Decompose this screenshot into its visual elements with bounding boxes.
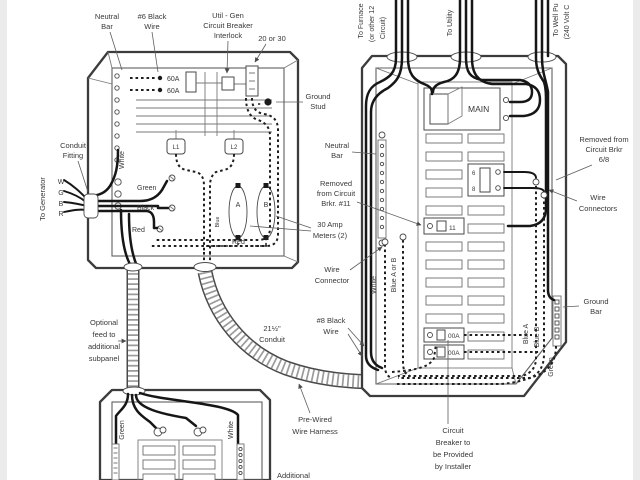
svg-text:Circuit): Circuit) [380,16,387,40]
svg-text:Conduit: Conduit [259,335,285,344]
blue-a-label: Blue A [523,323,530,345]
main-label: MAIN [468,104,490,114]
to-utility-label: To Utility [447,9,454,37]
lp-neutral-bar-label: Neutral [94,12,120,21]
svg-text:Meters (2): Meters (2) [312,231,348,240]
l1-label: L1 [172,145,180,151]
green-wire-label: Green [137,185,157,192]
wire-connector-label: Wire [324,265,340,274]
ground-bar [553,296,561,346]
svg-text:Fitting: Fitting [62,151,84,160]
svg-text:Wire: Wire [144,22,160,31]
rp-white-label: White [371,276,378,294]
harness-clamp [194,263,216,272]
red-wire-label: Red [132,227,145,234]
breaker-00a-1-label: 00A [448,333,460,340]
wire-letter-r: R [58,211,64,218]
black-wire-label: Black [137,205,155,212]
optional-feed-label: Optional [90,318,118,327]
red-wire-label-2: Red [232,239,245,246]
l2-label: L2 [230,145,238,151]
wire-letter-g: G [58,190,64,197]
breaker-60a-2-label: 60A [167,88,180,95]
svg-text:from Circuit: from Circuit [316,189,356,198]
flexible-conduit-21in [205,272,386,382]
breaker-11 [424,218,464,234]
8-black-wire-label: #8 Black [316,316,346,325]
rp-green-label: Green [548,357,555,377]
svg-text:Brkr. #11: Brkr. #11 [321,199,351,208]
conduit-fitting [84,194,98,218]
lp-6-black-wire-label: #6 Black [137,12,167,21]
installer-breaker-label: Circuit [442,426,464,435]
meter-a-label: A [235,202,241,209]
harness-label: Pre-Wired [298,415,332,424]
svg-text:(or other 12: (or other 12 [369,5,376,43]
ground-bar-label: Ground [583,297,609,306]
feed-clamp [124,263,142,271]
subpanel [100,387,270,480]
svg-text:Bar: Bar [331,151,343,160]
svg-text:feed to: feed to [92,330,116,339]
blue-b-label: Blue B [534,326,541,348]
lp-20-or-30-label: 20 or 30 [258,34,286,43]
svg-text:6/8: 6/8 [598,155,610,164]
meter-b-label: B [263,202,269,209]
subpanel-green-label: Green [119,420,126,440]
svg-text:by Installer: by Installer [434,462,472,471]
to-furnace-label: To Furnace [358,3,365,39]
lp-interlock-label: Util - Gen [212,11,244,20]
wire-letter-b: B [58,201,64,208]
svg-text:Breaker to: Breaker to [435,438,471,447]
right-edge-band [633,0,640,480]
svg-text:Wire: Wire [323,327,339,336]
main-breaker [424,87,509,130]
svg-text:Connector: Connector [314,276,350,285]
conduit-21-label: 21½" [263,324,281,333]
svg-text:Wire Harness: Wire Harness [292,427,338,436]
additional-label: Additional [277,471,310,480]
right-neutral-bar [378,132,386,246]
wire-connectors-label: Wire [590,193,606,202]
ground-stud-label: Ground [305,92,331,101]
svg-text:additional: additional [87,342,121,351]
svg-text:(240 Volt C: (240 Volt C [564,4,571,40]
svg-text:Connectors: Connectors [578,204,618,213]
svg-text:subpanel: subpanel [88,354,120,363]
breaker-8-label: 8 [472,187,476,193]
breaker-00a-2-label: 00A [448,350,460,357]
removed-brkr-68-label: Removed from [579,135,629,144]
svg-text:Interlock: Interlock [213,31,243,40]
svg-text:Circuit Brkr: Circuit Brkr [585,145,623,154]
svg-text:Bar: Bar [101,22,113,31]
svg-text:be Provided: be Provided [432,450,474,459]
ground-stud [264,98,271,105]
removed-brkr-11-label: Removed [319,179,353,188]
svg-text:Circuit Breaker: Circuit Breaker [203,21,253,30]
breaker-11-label: 11 [449,225,456,232]
breaker-60a-1-label: 60A [167,76,180,83]
left-edge-band [0,0,7,480]
rp-neutral-bar-label: Neutral [324,141,350,150]
transfer-panel [64,52,298,272]
wire-letter-w: W [57,179,65,186]
blue-wire-label: Blue [215,216,221,228]
conduit-fitting-label: Conduit [60,141,86,150]
breaker-6-label: 6 [472,171,476,177]
white-wire-label: White [119,151,126,169]
subpanel-white-label: White [228,421,235,439]
meters-label: 30 Amp [317,220,343,229]
svg-text:Bar: Bar [590,307,602,316]
to-generator-label: To Generator [38,177,47,221]
blue-a-or-b-label: Blue A or B [391,257,398,293]
to-well-pump-label: To Well Pu [553,3,560,37]
svg-text:Stud: Stud [310,102,326,111]
